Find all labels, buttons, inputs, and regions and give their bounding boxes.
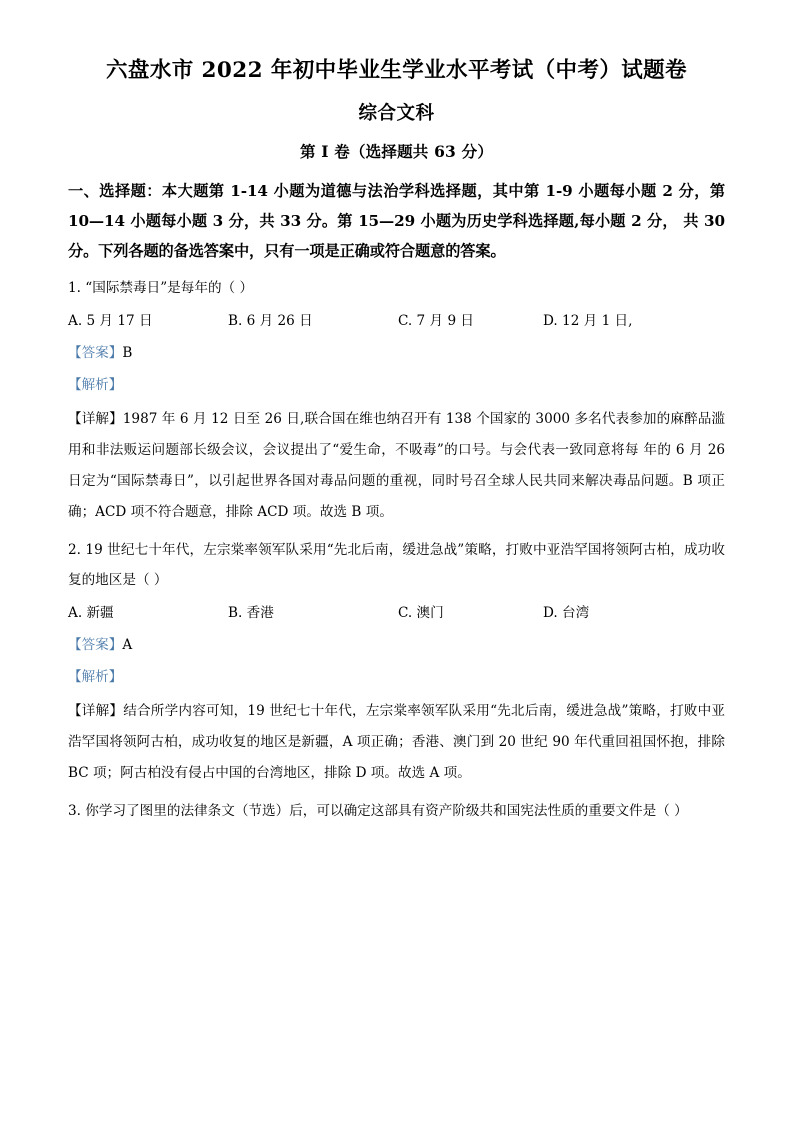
question-stem: 2. 19 世纪七十年代，左宗棠率领军队采用“先北后南，缓进急战”策略，打败中亚浩罕国将领阿古柏，成功收复的地区是（ ）	[68, 542, 725, 588]
page-subtitle: 综合文科	[358, 102, 435, 124]
option-c[interactable]: C. 澳门	[398, 605, 444, 622]
section-title: 第 I 卷（选择题共 63 分）	[299, 141, 494, 161]
option-a[interactable]: A. 5 月 17 日	[68, 313, 153, 330]
option-d[interactable]: D. 台湾	[543, 605, 590, 622]
answer-value: B	[122, 345, 133, 362]
detail-explanation: 【详解】1987 年 6 月 12 日至 26 日,联合国在维也纳召开有 138 个国家的 3000 多名代表参加的麻醉品滥用和非法贩运问题部长级会议，会议提出了“爱生命，不吸毒”的口号。与会代表一致同意将每 年的 6 月 26 日定为“国际禁毒日”，以引起世界各国对毒品问题的重视，同时号召全球人民共同来解决毒品问题。B 项正确；ACD 项不符合题意，排除 ACD 项。故选 B 项。	[68, 411, 725, 521]
question-options	[68, 595, 725, 628]
option-c[interactable]: C. 7 月 9 日	[398, 313, 475, 330]
answer-line	[68, 336, 725, 368]
answer-value: A	[122, 637, 133, 654]
option-b[interactable]: B. 香港	[228, 605, 274, 622]
option-d[interactable]: D. 12 月 1 日,	[543, 313, 633, 330]
analysis-tag: 【解析】	[68, 377, 123, 394]
analysis-line	[68, 660, 725, 692]
instructions-paragraph: 一、选择题：本大题第 1-14 小题为道德与法治学科选择题，其中第 1-9 小题每小题 2 分，第 10—14 小题每小题 3 分，共 33 分。第 15—29 小题为历史学科选择题,每小题 2 分， 共 30 分。下列各题的备选答案中，只有一项是正确或符合题意的答案。	[68, 181, 725, 260]
answer-tag: 【答案】	[68, 637, 123, 654]
option-a[interactable]: A. 新疆	[68, 605, 114, 622]
question-options	[68, 303, 725, 336]
answer-line	[68, 628, 725, 660]
answer-tag: 【答案】	[68, 345, 123, 362]
question-stem: 1. “国际禁毒日”是每年的（ ）	[68, 279, 254, 296]
option-b[interactable]: B. 6 月 26 日	[228, 313, 313, 330]
page-title: 六盘水市 2022 年初中毕业生学业水平考试（中考）试题卷	[106, 58, 687, 83]
question-stem: 3. 你学习了图里的法律条文（节选）后，可以确定这部具有资产阶级共和国宪法性质的重要文件是（ ）	[68, 803, 688, 820]
analysis-tag: 【解析】	[68, 669, 123, 686]
analysis-line	[68, 368, 725, 400]
detail-explanation: 【详解】结合所学内容可知，19 世纪七十年代，左宗棠率领军队采用“先北后南，缓进急战”策略，打败中亚浩罕国将领阿古柏，成功收复的地区是新疆，A 项正确；香港、澳门到 20 世纪 90 年代重回祖国怀抱，排除 BC 项；阿古柏没有侵占中国的台湾地区，排除 D 项。故选 A 项。	[68, 703, 725, 782]
